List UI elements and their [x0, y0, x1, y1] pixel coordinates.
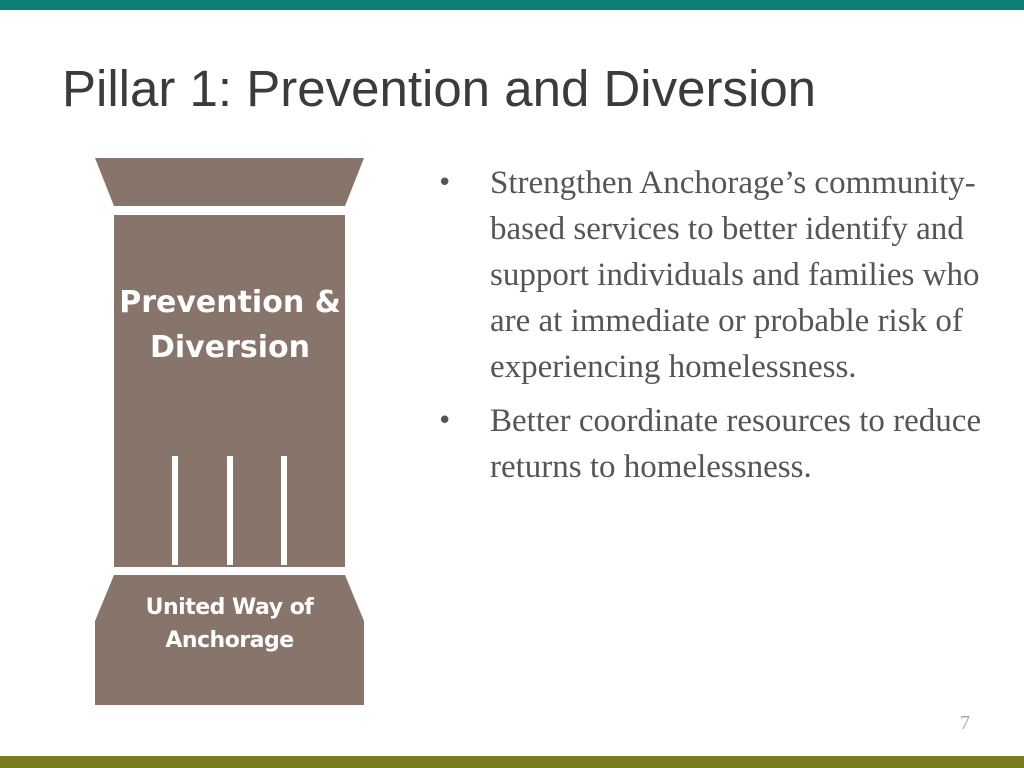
bullet-dot-icon: • — [437, 406, 453, 436]
bullet-dot-icon: • — [437, 168, 453, 198]
bullet-item — [437, 160, 997, 390]
bullet-item — [437, 398, 997, 490]
pillar-flute-right — [281, 456, 287, 565]
pillar-flute-middle — [227, 456, 233, 565]
bullet-text: Better coordinate resources to reduce returns to homelessness. — [490, 403, 982, 485]
pillar-capital — [95, 158, 364, 206]
bottom-accent-bar — [0, 756, 1024, 768]
slide-title: Pillar 1: Prevention and Diversion — [62, 60, 817, 117]
pillar-label: Prevention & Diversion — [119, 285, 341, 365]
bullet-text: Strengthen Anchorage’s community-based services to better identify and support individuals and families who are at immediate or probable risk of experiencing homelessness. — [490, 165, 980, 385]
pillar-base-label: United Way of Anchorage — [145, 595, 314, 653]
page-number: 7 — [960, 712, 970, 734]
bullet-list — [437, 160, 997, 498]
pillar-flute-left — [172, 456, 178, 565]
